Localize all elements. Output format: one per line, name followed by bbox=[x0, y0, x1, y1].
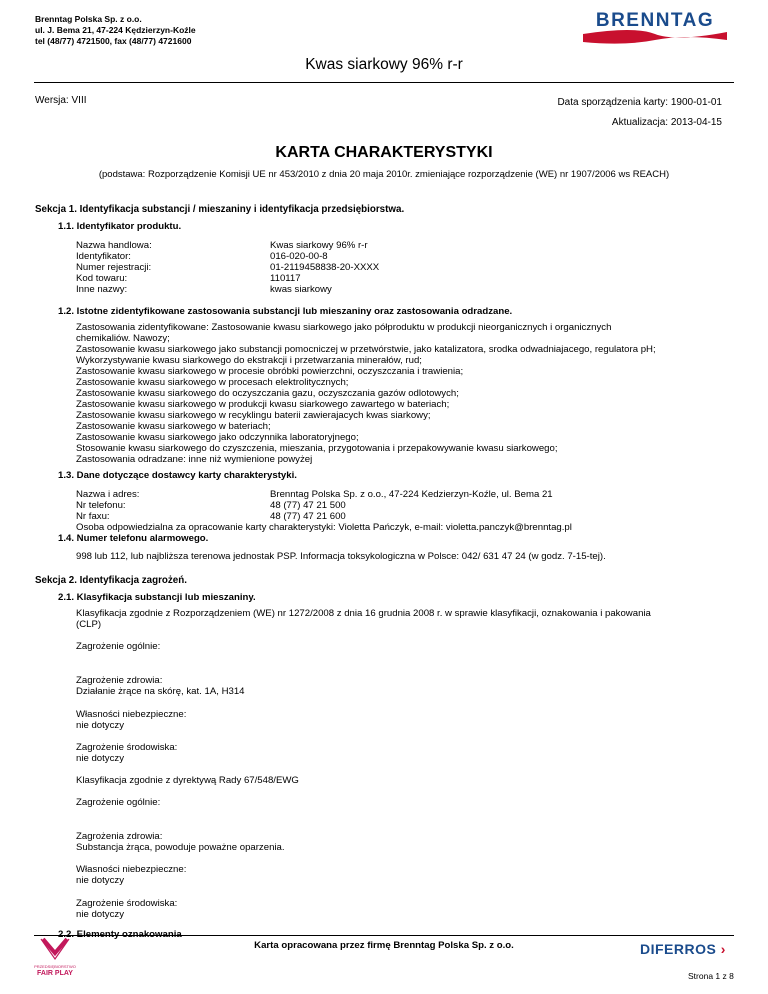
dsd-health-label: Zagrożenia zdrowia: bbox=[76, 831, 163, 842]
clp-health-label: Zagrożenie zdrowia: bbox=[76, 675, 163, 686]
list-item: Stosowanie kwasu siarkowego do czyszczenia, mieszania, przygotowania i przepakowywanie kwasu siarkowego; bbox=[76, 443, 558, 454]
list-item: Zastosowania odradzane: inne niż wymienione powyżej bbox=[76, 454, 313, 465]
field-value: 01-2119458838-20-XXXX bbox=[270, 262, 380, 273]
fair-play-text: FAIR PLAY bbox=[37, 970, 73, 977]
page-number: Strona 1 z 8 bbox=[688, 971, 734, 981]
field-label: Numer rejestracji: bbox=[76, 262, 152, 273]
list-item: Zastosowanie kwasu siarkowego w procesie obróbki powierzchni, oczyszczania i trawienia; bbox=[76, 366, 464, 377]
list-item: Zastosowanie kwasu siarkowego jako odczynnika laboratoryjnego; bbox=[76, 432, 359, 443]
section-1-title: Sekcja 1. Identyfikacja substancji / mieszaniny i identyfikacja przedsiębiorstwa. bbox=[35, 204, 405, 215]
dsd-general-hazard: Zagrożenie ogólnie: bbox=[76, 797, 161, 808]
list-item: chemikaliów. Nawozy; bbox=[76, 333, 170, 344]
clp-classification: Klasyfikacja zgodnie z Rozporządzeniem (WE) nr 1272/2008 z dnia 16 grudnia 2008 r. w sprawie klasyfikacji, oznakowania i pakowania bbox=[76, 608, 651, 619]
supplier-labels bbox=[76, 489, 139, 522]
company-info bbox=[35, 14, 196, 47]
subsection-1-2-title: 1.2. Istotne zidentyfikowane zastosowania substancji lub mieszaniny oraz zastosowania odradzane. bbox=[58, 306, 513, 317]
field-label: Kod towaru: bbox=[76, 273, 128, 284]
company-phone: tel (48/77) 4721500, fax (48/77) 4721600 bbox=[35, 36, 192, 46]
section-2-title: Sekcja 2. Identyfikacja zagrożeń. bbox=[35, 575, 187, 586]
field-label: Nazwa handlowa: bbox=[76, 240, 152, 251]
document-heading: KARTA CHARAKTERYSTYKI bbox=[275, 144, 493, 161]
logo-text: BRENNTAG bbox=[595, 10, 715, 31]
diferros-text: DIFERROS bbox=[640, 941, 717, 957]
field-value: 016-020-00-8 bbox=[270, 251, 328, 262]
footer-divider bbox=[34, 935, 734, 936]
list-item: Zastosowanie kwasu siarkowego w procesach elektrolitycznych; bbox=[76, 377, 349, 388]
clp-environment-label: Zagrożenie środowiska: bbox=[76, 742, 178, 753]
list-item: Zastosowanie kwasu siarkowego do oczyszczania gazu, oczyszczania gazów odlotowych; bbox=[76, 388, 459, 399]
list-item: Zastosowanie kwasu siarkowego w bateriach; bbox=[76, 421, 271, 432]
field-label: Nr faxu: bbox=[76, 511, 110, 522]
subsection-2-1-title: 2.1. Klasyfikacja substancji lub mieszaniny. bbox=[58, 592, 256, 603]
list-item: Zastosowanie kwasu siarkowego w produkcji kwasu siarkowego zawartego w bateriach; bbox=[76, 399, 450, 410]
subsection-1-3-title: 1.3. Dane dotyczące dostawcy karty charakterystyki. bbox=[58, 470, 297, 481]
field-value: 110117 bbox=[270, 273, 301, 284]
field-value: 48 (77) 47 21 500 bbox=[270, 500, 346, 511]
dsd-properties-value: nie dotyczy bbox=[76, 875, 124, 886]
footer-note: Karta opracowana przez firmę Brenntag Polska Sp. z o.o. bbox=[254, 940, 514, 951]
field-value: 48 (77) 47 21 600 bbox=[270, 511, 346, 522]
clp-classification-suffix: (CLP) bbox=[76, 619, 102, 630]
field-label: Nazwa i adres: bbox=[76, 489, 140, 500]
clp-general-hazard: Zagrożenie ogólnie: bbox=[76, 641, 161, 652]
company-address: ul. J. Bema 21, 47-224 Kędzierzyn-Koźle bbox=[35, 25, 196, 35]
list-item: Zastosowanie kwasu siarkowego w recyklingu baterii zawierajacych kwas siarkowy; bbox=[76, 410, 431, 421]
dsd-health-value: Substancja żrąca, powoduje poważne oparzenia. bbox=[76, 842, 285, 853]
company-name: Brenntag Polska Sp. z o.o. bbox=[35, 14, 142, 24]
list-item: Zastosowanie kwasu siarkowego jako substancji pomocniczej w przetwórstwie, jako katalizatora, srodka odwadniajacego, regulatora pH; bbox=[76, 344, 656, 355]
legal-basis: (podstawa: Rozporządzenie Komisji UE nr 453/2010 z dnia 20 maja 2010r. zmieniające rozporządzenie (WE) nr 1907/2006 ws REACH) bbox=[98, 169, 670, 180]
list-item: Wykorzystywanie kwasu siarkowego do ekstrakcji i przetwarzania minerałów, rud; bbox=[76, 355, 422, 366]
uses-list bbox=[76, 322, 656, 465]
clp-properties-label: Własności niebezpieczne: bbox=[76, 709, 187, 720]
subsection-1-1-title: 1.1. Identyfikator produktu. bbox=[58, 221, 182, 232]
list-item: Zastosowania zidentyfikowane: Zastosowanie kwasu siarkowego jako półproduktu w produkcji nieorganicznych i organicznych bbox=[76, 322, 612, 333]
brenntag-logo bbox=[575, 4, 735, 44]
dsd-environment-label: Zagrożenie środowiska: bbox=[76, 898, 178, 909]
date-updated: Aktualizacja: 2013-04-15 bbox=[611, 117, 722, 128]
chevron-right-icon: › bbox=[720, 941, 726, 957]
clp-health-value: Działanie żrące na skórę, kat. 1A, H314 bbox=[76, 686, 245, 697]
field-value: Kwas siarkowy 96% r-r bbox=[270, 240, 368, 251]
responsible-person: Osoba odpowiedzialna za opracowanie karty charakterystyki: Violetta Pańczyk, e-mail: violetta.panczyk@brenntag.pl bbox=[76, 522, 572, 533]
clp-properties-value: nie dotyczy bbox=[76, 720, 124, 731]
emergency-phone: 998 lub 112, lub najbliższa terenowa jednostak PSP. Informacja toksykologiczna w Polsce: 042/ 631 47 24 (w godz. 7-15-tej). bbox=[76, 551, 606, 562]
product-identifier-values bbox=[270, 240, 379, 295]
diferros-logo bbox=[640, 941, 726, 957]
dsd-environment-value: nie dotyczy bbox=[76, 909, 124, 920]
field-label: Identyfikator: bbox=[76, 251, 131, 262]
subsection-1-4-title: 1.4. Numer telefonu alarmowego. bbox=[58, 533, 209, 544]
fair-play-subtitle: PRZEDSIĘBIORSTWO bbox=[34, 964, 76, 969]
date-created: Data sporządzenia karty: 1900-01-01 bbox=[557, 97, 722, 108]
field-label: Nr telefonu: bbox=[76, 500, 126, 511]
clp-environment-value: nie dotyczy bbox=[76, 753, 124, 764]
dsd-properties-label: Własności niebezpieczne: bbox=[76, 864, 187, 875]
product-title: Kwas siarkowy 96% r-r bbox=[305, 56, 463, 73]
field-value: Brenntag Polska Sp. z o.o., 47-224 Kedzierzyn-Koźle, ul. Bema 21 bbox=[270, 489, 553, 500]
field-value: kwas siarkowy bbox=[270, 284, 332, 295]
version: Wersja: VIII bbox=[35, 95, 87, 106]
field-label: Inne nazwy: bbox=[76, 284, 128, 295]
product-identifier-labels bbox=[76, 240, 152, 295]
header-divider bbox=[34, 82, 734, 83]
supplier-values bbox=[270, 489, 553, 522]
dsd-classification: Klasyfikacja zgodnie z dyrektywą Rady 67/548/EWG bbox=[76, 775, 299, 786]
